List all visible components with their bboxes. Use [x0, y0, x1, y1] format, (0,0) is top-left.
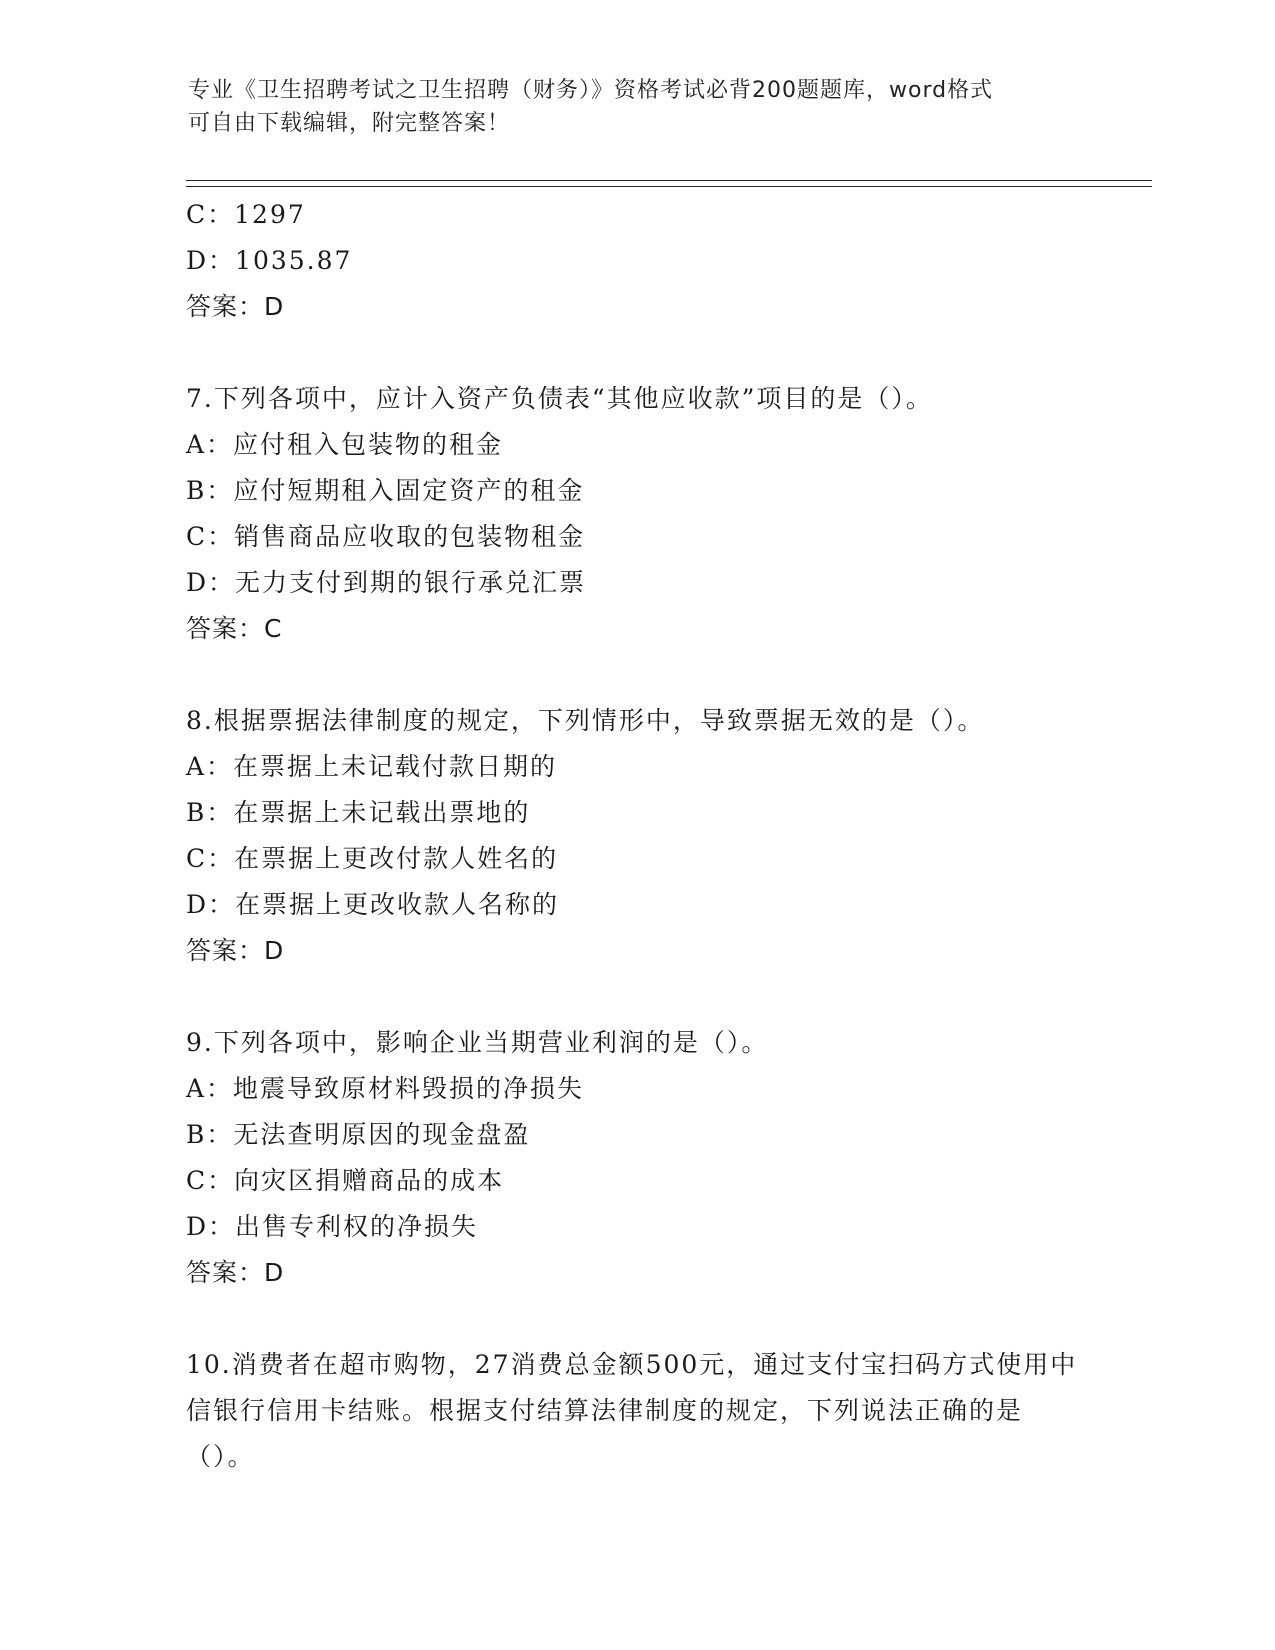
document-header	[188, 74, 1088, 140]
option-d: D：出售专利权的净损失	[186, 1212, 479, 1241]
answer: 答案：D	[186, 936, 285, 965]
option-b: B：在票据上未记载出票地的	[186, 798, 531, 827]
option-d: D：无力支付到期的银行承兑汇票	[186, 568, 587, 597]
answer: 答案：D	[186, 1258, 285, 1287]
option-c: C：在票据上更改付款人姓名的	[186, 844, 559, 873]
question-text: 10.消费者在超市购物，27消费总金额500元，通过支付宝扫码方式使用中信银行信用卡结账。根据支付结算法律制度的规定，下列说法正确的是（）。	[186, 1350, 1078, 1471]
question-9	[186, 1020, 1086, 1296]
header-line-1: 专业《卫生招聘考试之卫生招聘（财务）》资格考试必背200题题库，word格式	[188, 78, 994, 103]
option-c: C：销售商品应收取的包装物租金	[186, 522, 586, 551]
question-7	[186, 376, 1086, 652]
question-text: 7.下列各项中，应计入资产负债表“其他应收款”项目的是（）。	[186, 384, 933, 413]
answer: 答案：D	[186, 292, 285, 321]
header-divider-bottom	[186, 186, 1152, 187]
question-text: 9.下列各项中，影响企业当期营业利润的是（）。	[186, 1028, 769, 1057]
header-line-2: 可自由下载编辑，附完整答案！	[188, 111, 511, 136]
option-b: B：无法查明原因的现金盘盈	[186, 1120, 531, 1149]
question-10	[186, 1342, 1086, 1480]
option-b: B：应付短期租入固定资产的租金	[186, 476, 585, 505]
spacer	[186, 652, 1086, 698]
option-a: A：在票据上未记载付款日期的	[186, 752, 558, 781]
option-c: C：向灾区捐赠商品的成本	[186, 1166, 505, 1195]
question-text: 8.根据票据法律制度的规定，下列情形中，导致票据无效的是（）。	[186, 706, 985, 735]
spacer	[186, 330, 1086, 376]
spacer	[186, 1296, 1086, 1342]
spacer	[186, 974, 1086, 1020]
option-a: A：应付租入包装物的租金	[186, 430, 504, 459]
option-c: C：1297	[186, 200, 306, 229]
answer: 答案：C	[186, 614, 283, 643]
option-d: D：在票据上更改收款人名称的	[186, 890, 560, 919]
question-prev	[186, 192, 1086, 330]
document-body	[186, 192, 1086, 1480]
header-divider-top	[186, 180, 1152, 181]
question-8	[186, 698, 1086, 974]
option-a: A：地震导致原材料毁损的净损失	[186, 1074, 585, 1103]
option-d: D：1035.87	[186, 246, 353, 275]
